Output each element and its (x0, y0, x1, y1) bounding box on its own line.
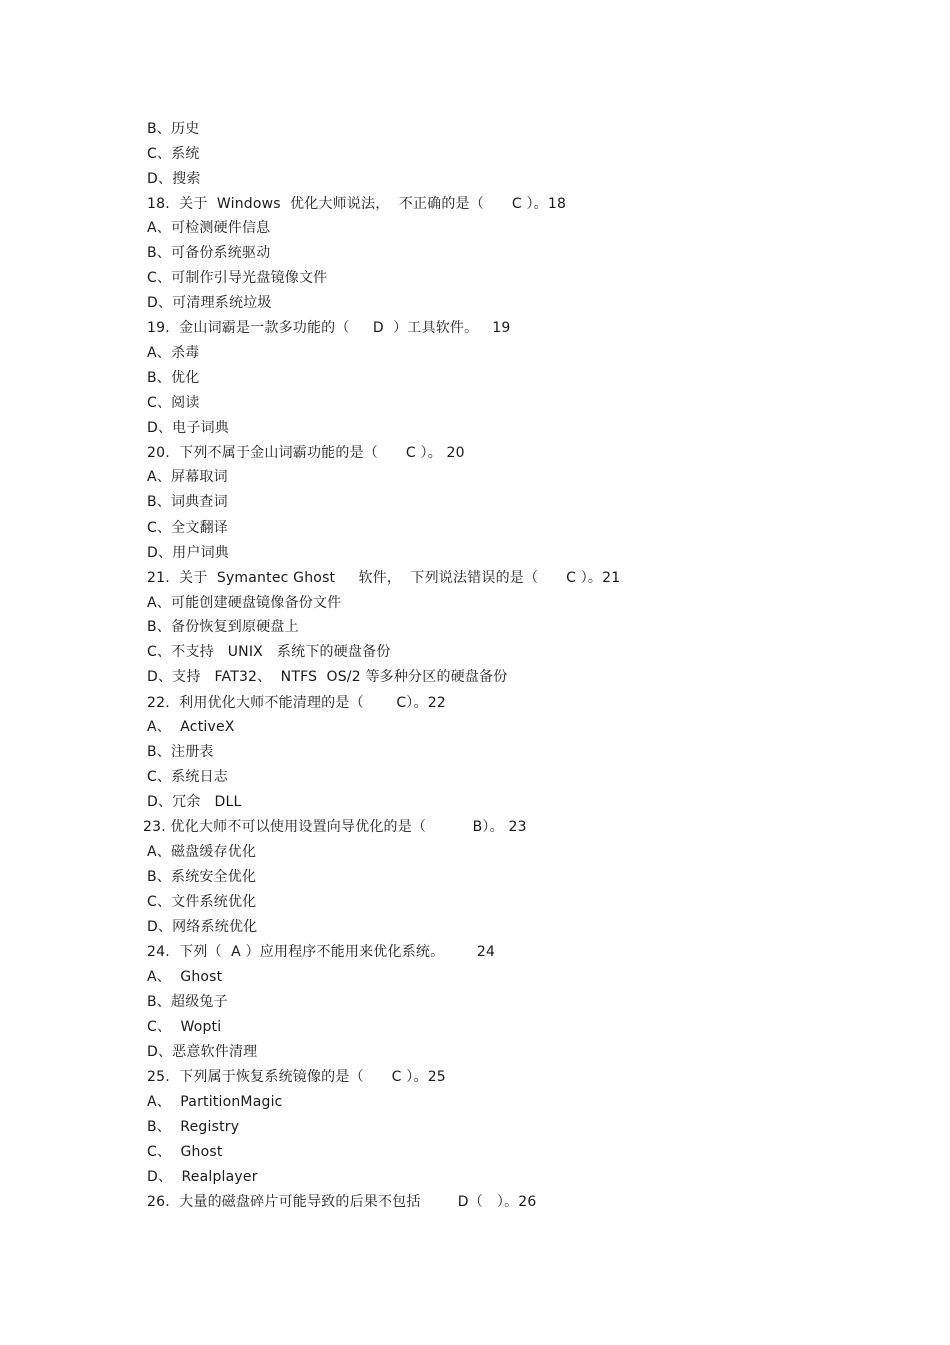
text-line: B、历史 (147, 121, 200, 137)
text-line: A、 ActiveX (147, 719, 235, 735)
question-25: 25. 下列属于恢复系统镜像的是（ C ）。25 (147, 1069, 446, 1085)
text-line: C、 Wopti (147, 1019, 222, 1035)
text-line: D、搜索 (147, 171, 201, 187)
text-line: D、电子词典 (147, 420, 229, 436)
text-line: D、恶意软件清理 (147, 1044, 258, 1060)
text-line: B、 Registry (147, 1119, 240, 1135)
text-line: B、词典查词 (147, 494, 228, 510)
text-line: D、可清理系统垃圾 (147, 295, 272, 311)
text-line: C、文件系统优化 (147, 894, 257, 910)
question-21: 21. 关于 Symantec Ghost 软件， 下列说法错误的是（ C ）。21 (147, 570, 621, 586)
text-line: A、杀毒 (147, 345, 200, 361)
question-18: 18. 关于 Windows 优化大师说法， 不正确的是（ C ）。18 (147, 196, 567, 212)
text-line: D、 Realplayer (147, 1169, 258, 1185)
text-line: D、用户词典 (147, 545, 229, 561)
text-line: C、系统 (147, 146, 200, 162)
question-22: 22. 利用优化大师不能清理的是（ C）。22 (147, 695, 446, 711)
question-19: 19. 金山词霸是一款多功能的（ D ）工具软件。 19 (147, 320, 511, 336)
text-line: A、屏幕取词 (147, 469, 228, 485)
text-line: A、 Ghost (147, 969, 223, 985)
text-line: A、可能创建硬盘镜像备份文件 (147, 595, 342, 611)
text-line: A、可检测硬件信息 (147, 220, 271, 236)
text-line: B、系统安全优化 (147, 869, 257, 885)
question-26: 26. 大量的磁盘碎片可能导致的后果不包括 D（ ）。26 (147, 1194, 537, 1210)
text-line: C、可制作引导光盘镜像文件 (147, 270, 328, 286)
text-line: B、可备份系统驱动 (147, 245, 271, 261)
text-line: D、冗余 DLL (147, 794, 242, 810)
question-23: 23. 优化大师不可以使用设置向导优化的是（ B）。 23 (143, 819, 527, 835)
text-line: C、阅读 (147, 395, 200, 411)
text-line: D、网络系统优化 (147, 919, 258, 935)
text-line: C、全文翻译 (147, 520, 228, 536)
text-line: C、不支持 UNIX 系统下的硬盘备份 (147, 644, 391, 660)
text-line: B、备份恢复到原硬盘上 (147, 619, 299, 635)
text-line: B、超级兔子 (147, 994, 228, 1010)
text-line: D、支持 FAT32、 NTFS OS/2 等多种分区的硬盘备份 (147, 669, 508, 685)
question-20: 20. 下列不属于金山词霸功能的是（ C ）。 20 (147, 445, 465, 461)
text-line: A、 PartitionMagic (147, 1094, 283, 1110)
question-24: 24. 下列（ A ）应用程序不能用来优化系统。 24 (147, 944, 496, 960)
text-line: C、系统日志 (147, 769, 228, 785)
text-line: C、 Ghost (147, 1144, 223, 1160)
text-line: A、磁盘缓存优化 (147, 844, 257, 860)
text-line: B、注册表 (147, 744, 214, 760)
text-line: B、优化 (147, 370, 200, 386)
